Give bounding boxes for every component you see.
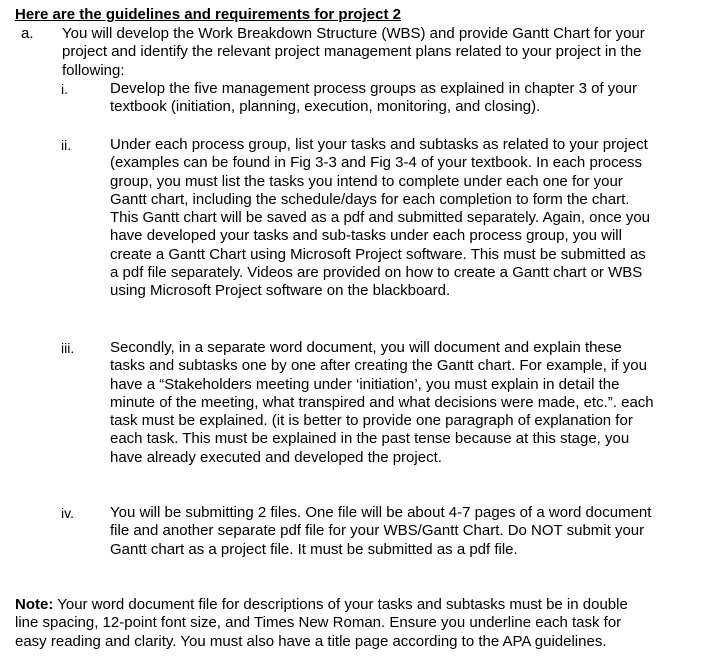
subitem-text: Secondly, in a separate word document, you will document and explain these tasks and subtasks one by one after creating the Gantt chart. For example, if you have a “Stakeholders meeting under ‘initiation’, you must explain in detail the minute of the meeting, what transpired and what decisions were made, etc.”. each task must be explained. (it is better to provide one paragraph of explanation for each task. This must be explained in the past tense because at this stage, you have already executed and developed the project. xyxy=(110,339,654,466)
note-paragraph xyxy=(15,596,655,651)
list-marker-a: a. xyxy=(21,25,34,42)
subitem-text: Under each process group, list your tasks and subtasks as related to your project (examples can be found in Fig 3-3 and Fig 3-4 of your textbook. In each process group, you must list the tasks you intend to complete under each one for your Gantt chart, including the schedule/days for each completion to form the chart. This Gantt chart will be saved as a pdf and submitted separately. Again, once you have developed your tasks and sub-tasks under each process group, you will create a Gantt Chart using Microsoft Project software. This must be submitted as a pdf file separately. Videos are provided on how to create a Gantt chart or WBS using Microsoft Project software on the blackboard. xyxy=(110,136,651,300)
note-label: Note: xyxy=(15,596,54,613)
subitem-numeral: iv. xyxy=(61,505,74,521)
subitem-text: Develop the five management process groups as explained in chapter 3 of your textbook (initiation, planning, execution, monitoring, and closing). xyxy=(110,80,637,116)
subitem-numeral: ii. xyxy=(61,137,72,153)
subitem-numeral: iii. xyxy=(61,340,75,356)
list-item-a-text: You will develop the Work Breakdown Structure (WBS) and provide Gantt Chart for your project and identify the relevant project management plans related to your project in the following: xyxy=(62,25,645,79)
page-title: Here are the guidelines and requirements for project 2 xyxy=(15,6,401,23)
note-text: Your word document file for descriptions of your tasks and subtasks must be in double line spacing, 12-point font size, and Times New Roman. Ensure you underline each task for easy reading and clarity. You must also have a title page according to the APA guidelines. xyxy=(15,596,628,650)
subitem-numeral: i. xyxy=(61,81,68,97)
subitem-text: You will be submitting 2 files. One file will be about 4-7 pages of a word document file and another separate pdf file for your WBS/Gantt Chart. Do NOT submit your Gantt chart as a project file. It must be submitted as a pdf file. xyxy=(110,504,652,558)
